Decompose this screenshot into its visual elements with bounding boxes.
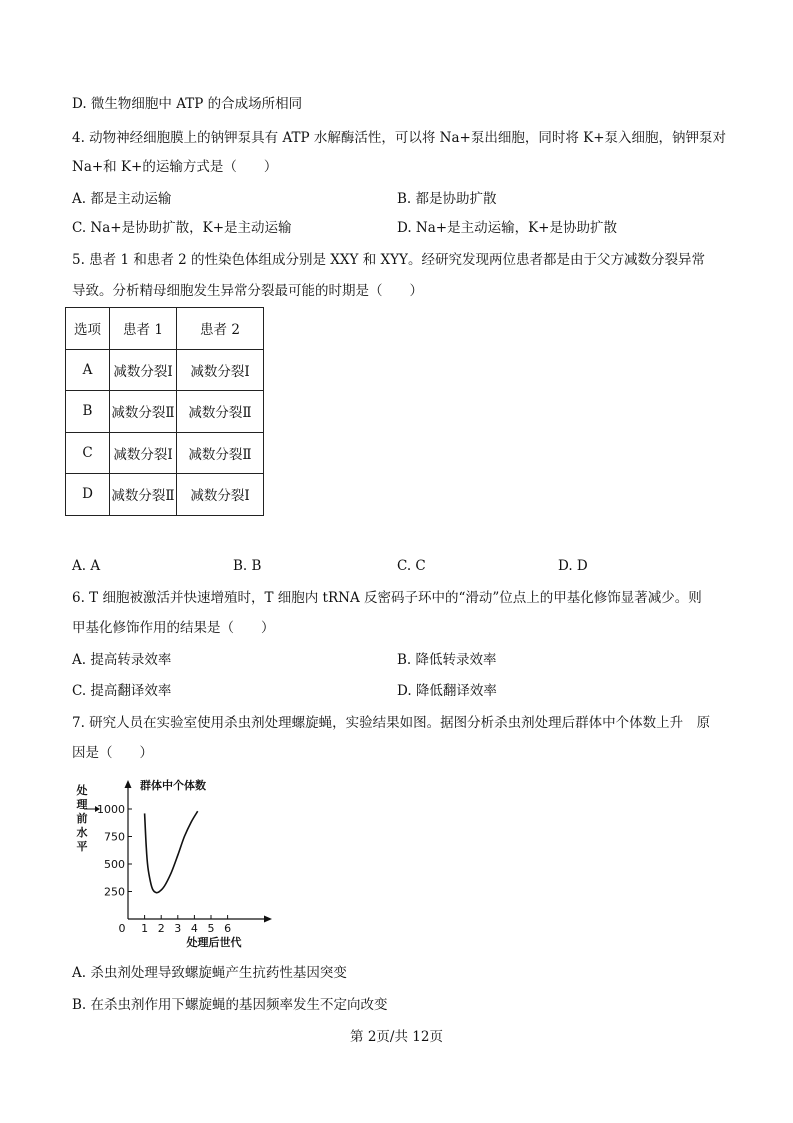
y-axis-label: 群体中个体数 bbox=[140, 779, 206, 792]
q5-stem-line2: 导致。分析精母细胞发生异常分裂最可能的时期是（ ） bbox=[72, 283, 423, 299]
series-line bbox=[145, 811, 198, 893]
q4-option-a: A. 都是主动运输 bbox=[72, 191, 172, 207]
q4-stem-line2: Na+和 K+的运输方式是（ ） bbox=[72, 159, 278, 175]
table-header-cell: 患者 1 bbox=[110, 308, 177, 350]
x-tick-label: 0 bbox=[118, 922, 126, 935]
table-cell: B bbox=[66, 391, 110, 433]
table-cell: D bbox=[66, 474, 110, 516]
y-tick-label: 750 bbox=[104, 830, 125, 844]
x-tick-label: 5 bbox=[207, 922, 215, 935]
x-tick-label: 6 bbox=[224, 922, 232, 935]
q6-option-a: A. 提高转录效率 bbox=[72, 652, 172, 668]
side-label-char: 处 bbox=[76, 784, 88, 797]
table-cell: C bbox=[66, 432, 110, 474]
table-cell: 减数分裂Ⅱ bbox=[110, 391, 177, 433]
page-footer: 第 2页/共 12页 bbox=[350, 1029, 443, 1045]
q6-stem-line2: 甲基化修饰作用的结果是（ ） bbox=[72, 620, 275, 636]
y-tick-label: 250 bbox=[104, 885, 125, 899]
x-tick-label: 3 bbox=[174, 922, 182, 935]
x-axis-label: 处理后世代 bbox=[186, 936, 242, 949]
q4-option-b: B. 都是协助扩散 bbox=[397, 191, 497, 207]
q5-option-a: A. A bbox=[72, 558, 101, 574]
table-cell: 减数分裂Ⅱ bbox=[177, 391, 264, 433]
q4-option-d: D. Na+是主动运输，K+是协助扩散 bbox=[397, 220, 617, 236]
table-row bbox=[66, 391, 264, 433]
q6-option-c: C. 提高翻译效率 bbox=[72, 683, 172, 699]
y-axis-arrow bbox=[125, 780, 132, 788]
y-tick-label: 500 bbox=[104, 858, 125, 871]
table-cell: 减数分裂Ⅱ bbox=[177, 432, 264, 474]
q6-option-d: D. 降低翻译效率 bbox=[397, 683, 497, 699]
q7-option-a: A. 杀虫剂处理导致螺旋蝇产生抗药性基因突变 bbox=[72, 965, 347, 981]
chart-ticks bbox=[97, 803, 231, 935]
side-label-char: 水 bbox=[76, 826, 88, 839]
chart-axes bbox=[84, 780, 272, 923]
table-cell: A bbox=[66, 349, 110, 391]
q4-option-c: C. Na+是协助扩散，K+是主动运输 bbox=[72, 220, 292, 236]
table-cell: 减数分裂Ⅰ bbox=[110, 349, 177, 391]
q5-table bbox=[65, 307, 264, 516]
x-tick-label: 1 bbox=[141, 922, 149, 935]
table-row bbox=[66, 432, 264, 474]
table-cell: 减数分裂Ⅱ bbox=[110, 474, 177, 516]
q5-stem-line1: 5. 患者 1 和患者 2 的性染色体组成分别是 XXY 和 XYY。经研究发现两位患者都是由于父方减数分裂异常 bbox=[72, 252, 705, 268]
q6-option-b: B. 降低转录效率 bbox=[397, 652, 497, 668]
side-label-char: 前 bbox=[76, 812, 88, 825]
x-tick-label: 2 bbox=[157, 922, 165, 935]
table-row bbox=[66, 349, 264, 391]
side-label-char: 理 bbox=[76, 798, 88, 811]
q5-option-b: B. B bbox=[233, 558, 262, 574]
table-header-row bbox=[66, 308, 264, 350]
q7-option-b: B. 在杀虫剂作用下螺旋蝇的基因频率发生不定向改变 bbox=[72, 997, 388, 1013]
table-cell: 减数分裂Ⅰ bbox=[110, 432, 177, 474]
q4-stem-line1: 4. 动物神经细胞膜上的钠钾泵具有 ATP 水解酶活性，可以将 Na+泵出细胞，同时将 K+泵入细胞，钠钾泵对 bbox=[72, 130, 727, 146]
x-axis-arrow bbox=[264, 916, 272, 923]
q7-stem-line1: 7. 研究人员在实验室使用杀虫剂处理螺旋蝇，实验结果如图。据图分析杀虫剂处理后群体中个体数上升 原 bbox=[72, 715, 711, 731]
x-tick-label: 4 bbox=[190, 922, 198, 935]
y-tick-label: 1000 bbox=[97, 803, 125, 816]
q5-option-d: D. D bbox=[558, 558, 588, 574]
table-header-cell: 选项 bbox=[66, 308, 110, 350]
table-cell: 减数分裂Ⅰ bbox=[177, 349, 264, 391]
q6-stem-line1: 6. T 细胞被激活并快速增殖时，T 细胞内 tRNA 反密码子环中的“滑动”位点上的甲基化修饰显著减少。则 bbox=[72, 590, 702, 606]
side-label-char: 平 bbox=[76, 840, 88, 853]
table-row bbox=[66, 474, 264, 516]
q3-option-d: D. 微生物细胞中 ATP 的合成场所相同 bbox=[72, 96, 303, 112]
table-header-cell: 患者 2 bbox=[177, 308, 264, 350]
q5-option-c: C. C bbox=[397, 558, 426, 574]
table-cell: 减数分裂Ⅰ bbox=[177, 474, 264, 516]
q7-stem-line2: 因是（ ） bbox=[72, 745, 153, 761]
population-chart bbox=[62, 774, 282, 949]
